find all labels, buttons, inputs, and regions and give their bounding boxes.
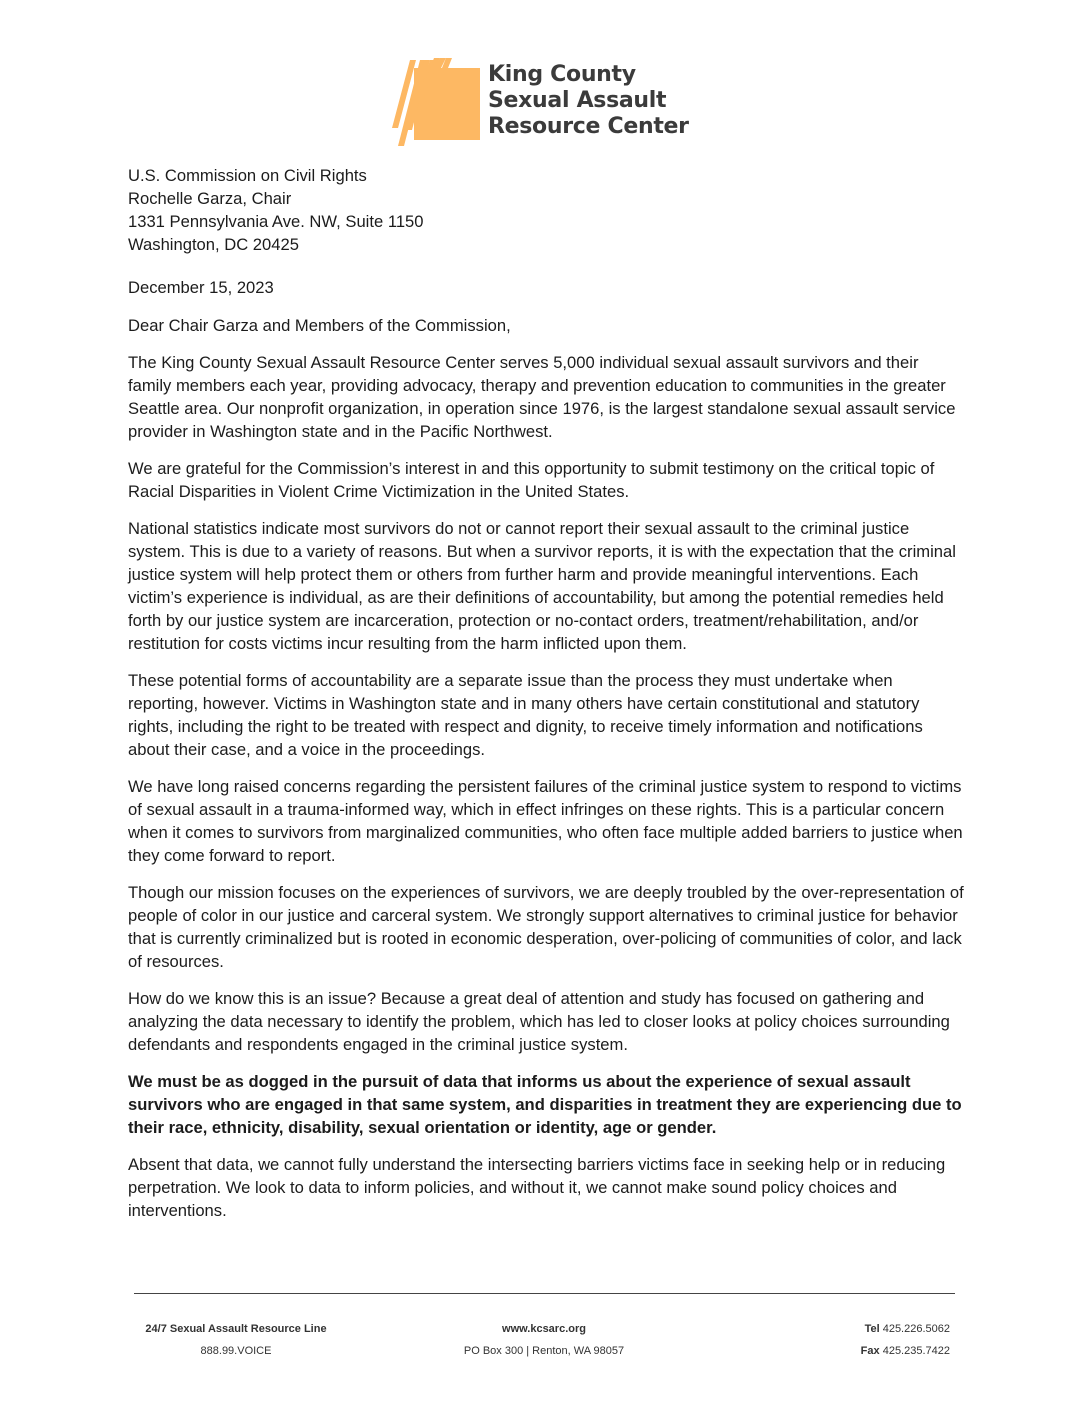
logo-wordmark (488, 62, 689, 140)
salutation: Dear Chair Garza and Members of the Commission, (128, 316, 511, 335)
footer-phone (790, 1318, 950, 1362)
paragraph: The King County Sexual Assault Resource Center serves 5,000 individual sexual assault survivors and their family members each year, providing advocacy, therapy and prevention education to communities in the greater Seattle area. Our nonprofit organization, in operation since 1976, is the largest standalone sexual assault service provider in Washington state and in the Pacific Northwest. (128, 353, 956, 441)
logo-line-1: King County (488, 62, 636, 87)
paragraph: Absent that data, we cannot fully understand the intersecting barriers victims face in seeking help or in reducing perpetration. We look to data to inform policies, and without it, we cannot make sound policy choices and interventions. (128, 1155, 946, 1220)
tel-number: 425.226.5062 (882, 1323, 950, 1335)
paragraph: How do we know this is an issue? Because a great deal of attention and study has focused on gathering and analyzing the data necessary to identify the problem, which has led to closer looks at policy choices surrounding defendants and respondents engaged in the criminal justice system. (128, 989, 950, 1054)
logo-line-3: Resource Center (488, 114, 689, 139)
website-link[interactable]: www.kcsarc.org (502, 1323, 586, 1335)
footer-resource-line (138, 1318, 334, 1362)
fax-number: 425.235.7422 (882, 1345, 950, 1357)
footer-divider (134, 1293, 955, 1294)
fax-label: Fax (860, 1345, 880, 1357)
logo-mark-icon (390, 58, 482, 146)
fax-line (790, 1340, 950, 1362)
letter-body (128, 164, 964, 1222)
recipient-line-1: U.S. Commission on Civil Rights (128, 166, 367, 185)
resource-line-label: 24/7 Sexual Assault Resource Line (145, 1323, 327, 1335)
emphasis-paragraph: We must be as dogged in the pursuit of data that informs us about the experience of sexual assault survivors who are engaged in that same system, and disparities in treatment they are experiencing due to their race, ethnicity, disability, sexual orientation or identity, age or gender. (128, 1072, 962, 1137)
recipient-address (128, 164, 964, 256)
tel-label: Tel (864, 1323, 880, 1335)
paragraph: These potential forms of accountability are a separate issue than the process they must undertake when reporting, however. Victims in Washington state and in many others have certain constitutional and statutory rights, including the right to be treated with respect and dignity, to receive timely information and notifications about their case, and a voice in the proceedings. (128, 671, 923, 759)
recipient-line-2: Rochelle Garza, Chair (128, 189, 292, 208)
paragraph: Though our mission focuses on the experiences of survivors, we are deeply troubled by the over-representation of people of color in our justice and carceral system. We strongly support alternatives to criminal justice for behavior that is currently criminalized but is rooted in economic desperation, over-policing of communities of color, and lack of resources. (128, 883, 964, 971)
paragraph: We are grateful for the Commission’s interest in and this opportunity to submit testimony on the critical topic of Racial Disparities in Violent Crime Victimization in the United States. (128, 459, 935, 501)
paragraph: National statistics indicate most survivors do not or cannot report their sexual assault to the criminal justice system. This is due to a variety of reasons. But when a survivor reports, it is with the expectation that the criminal justice system will help protect them or others from further harm and provide meaningful interventions. Each victim’s experience is individual, as are their definitions of accountability, but among the potential remedies held forth by our justice system are incarceration, protection or no-contact orders, treatment/rehabilitation, and/or restitution for costs victims incur resulting from the harm inflicted upon them. (128, 519, 956, 653)
footer-contact (444, 1318, 644, 1362)
letter-date: December 15, 2023 (128, 278, 274, 297)
logo-line-2: Sexual Assault (488, 88, 667, 113)
organization-logo (390, 58, 710, 148)
mailing-address: PO Box 300 | Renton, WA 98057 (463, 1345, 625, 1357)
recipient-line-3: 1331 Pennsylvania Ave. NW, Suite 1150 (128, 212, 424, 231)
recipient-line-4: Washington, DC 20425 (128, 235, 299, 254)
resource-line-number: 888.99.VOICE (200, 1345, 272, 1357)
paragraph: We have long raised concerns regarding the persistent failures of the criminal justice system to respond to victims of sexual assault in a trauma-informed way, which in effect infringes on these rights. This is a particular concern when it comes to survivors from marginalized communities, who often face multiple added barriers to justice when they come forward to report. (128, 777, 963, 865)
tel-line (790, 1318, 950, 1340)
